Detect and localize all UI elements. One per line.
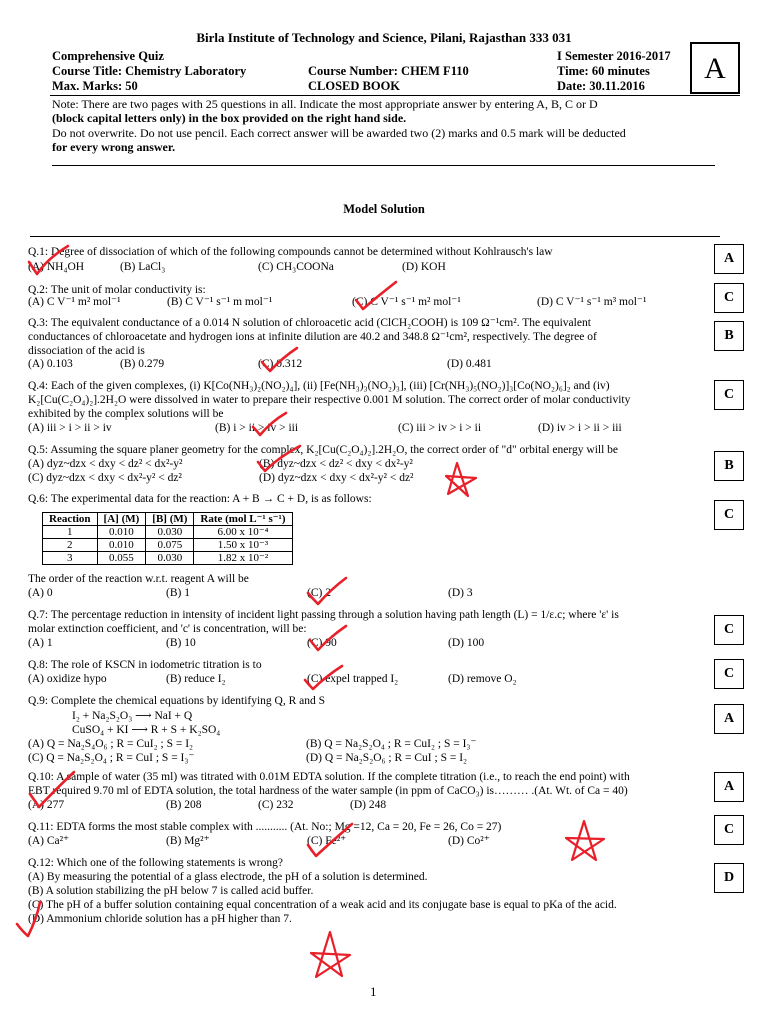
q4-option-d: (D) iv > i > ii > iii <box>538 422 622 434</box>
institute-name: Birla Institute of Technology and Science, Pilani, Rajasthan 333 031 <box>196 30 572 45</box>
table-cell: 2 <box>43 539 98 552</box>
q4-option-b: (B) i > ii > iv > iii <box>215 422 299 434</box>
note-line-4: for every wrong answer. <box>52 140 176 154</box>
exam-date: Date: 30.11.2016 <box>557 79 645 93</box>
q3-line-2: conductances of chloroacetate and hydrogen ions at infinite dilution are 40.2 and 348.8 Ω⁻¹cm², respectively. The degree of <box>28 331 597 343</box>
q12-option-d: (D) Ammonium chloride solution has a pH higher than 7. <box>28 913 292 925</box>
answer-box-q5[interactable]: B <box>714 451 744 481</box>
q3-option-c: (C) 0.312 <box>258 358 303 370</box>
q2-option-a: (A) C V⁻¹ m² mol⁻¹ <box>28 296 121 308</box>
table-cell: 1 <box>43 526 98 539</box>
answer-box-q8[interactable]: C <box>714 659 744 689</box>
q5-option-b: (B) dyz~dzx < dz² < dxy < dx²-y² <box>259 458 413 470</box>
reaction-data-table <box>42 512 293 565</box>
q2-stem: Q.2: The unit of molar conductivity is: <box>28 284 206 296</box>
q7-option-b: (B) 10 <box>166 637 196 649</box>
answer-box-q2[interactable]: C <box>714 283 744 313</box>
answer-box-q6[interactable]: C <box>714 500 744 530</box>
table-header: [A] (M) <box>97 513 146 526</box>
table-row <box>43 526 293 539</box>
set-box: A <box>690 42 740 94</box>
q11-option-d: (D) Co²⁺ <box>448 835 490 847</box>
q2-option-d: (D) C V⁻¹ s⁻¹ m³ mol⁻¹ <box>537 296 647 308</box>
star-icon <box>566 821 604 860</box>
course-number: Course Number: CHEM F110 <box>308 64 469 78</box>
q10-option-b: (B) 208 <box>166 799 202 811</box>
answer-box-q11[interactable]: C <box>714 815 744 845</box>
answer-box-q3[interactable]: B <box>714 321 744 351</box>
table-cell: 1.50 x 10⁻³ <box>194 539 292 552</box>
course-title: Course Title: Chemistry Laboratory <box>52 64 247 78</box>
table-header: Rate (mol L⁻¹ s⁻¹) <box>194 513 292 526</box>
q6-option-a: (A) 0 <box>28 587 53 599</box>
semester: I Semester 2016-2017 <box>557 49 671 63</box>
q5-stem: Q.5: Assuming the square planer geometry for the complex, K₂[Cu(C₂O₄)₂].2H₂O, the correct order of "d" orbital energy will be <box>28 444 619 456</box>
q1-option-c: (C) CH₃COONa <box>258 261 334 273</box>
q5-option-a: (A) dyz~dzx < dxy < dz² < dx²-y² <box>28 458 183 470</box>
q11-option-b: (B) Mg²⁺ <box>166 835 210 847</box>
q4-line-3: exhibited by the complex solutions will be <box>28 408 224 420</box>
q6-option-b: (B) 1 <box>166 587 190 599</box>
q8-option-c: (C) expel trapped I₂ <box>307 673 399 685</box>
model-solution-title: Model Solution <box>343 202 425 216</box>
note-line-3: Do not overwrite. Do not use pencil. Each correct answer will be awarded two (2) marks and 0.5 mark will be deducted <box>52 126 626 140</box>
table-row <box>43 539 293 552</box>
answer-box-q7[interactable]: C <box>714 615 744 645</box>
note-line-1: Note: There are two pages with 25 questions in all. Indicate the most appropriate answer by entering A, B, C or D <box>52 97 598 111</box>
q1-option-d: (D) KOH <box>402 261 446 273</box>
q9-option-c: (C) Q = Na₂S₂O₄ ; R = CuI ; S = I₃⁻ <box>28 752 195 764</box>
q5-option-c: (C) dyz~dzx < dxy < dx²-y² < dz² <box>28 472 182 484</box>
q8-option-a: (A) oxidize hypo <box>28 673 107 685</box>
q1-option-a: (A) NH₄OH <box>28 261 85 273</box>
q9-equation-1: I₂ + Na₂S₂O₃ ⟶ NaI + Q <box>72 710 193 722</box>
star-icon <box>446 463 476 496</box>
answer-box-q10[interactable]: A <box>714 772 744 802</box>
q1-option-b: (B) LaCl₃ <box>120 261 166 273</box>
note-divider <box>52 165 715 166</box>
q4-option-c: (C) iii > iv > i > ii <box>398 422 482 434</box>
q6-option-d: (D) 3 <box>448 587 473 599</box>
table-cell: 1.82 x 10⁻² <box>194 552 292 565</box>
q12-option-b: (B) A solution stabilizing the pH below 7 is called acid buffer. <box>28 885 314 897</box>
q9-equation-2: CuSO₄ + KI ⟶ R + S + K₂SO₄ <box>72 724 221 736</box>
q3-option-a: (A) 0.103 <box>28 358 73 370</box>
star-icon <box>311 932 350 977</box>
table-cell: 0.030 <box>146 552 194 565</box>
max-marks: Max. Marks: 50 <box>52 79 138 93</box>
q5-option-d: (D) dyz~dzx < dxy < dx²-y² < dz² <box>259 472 414 484</box>
table-cell: 0.010 <box>97 526 146 539</box>
q9-option-b: (B) Q = Na₂S₂O₄ ; R = CuI₂ ; S = I₃⁻ <box>306 738 477 750</box>
q7-option-d: (D) 100 <box>448 637 485 649</box>
q4-line-2: K₂[Cu(C₂O₄)₂].2H₂O were dissolved in water to prepare their respective 0.001 M solution. The correct order of molar conductivity <box>28 394 631 406</box>
q11-option-c: (C) Fe²⁺ <box>307 835 347 847</box>
book-type: CLOSED BOOK <box>308 79 401 93</box>
note-line-2: (block capital letters only) in the box provided on the right hand side. <box>52 111 407 125</box>
q8-option-b: (B) reduce I₂ <box>166 673 226 685</box>
q3-line-1: Q.3: The equivalent conductance of a 0.014 N solution of chloroacetic acid (ClCH₂COOH) is 109 Ω⁻¹cm². The equivalent <box>28 317 591 329</box>
answer-box-q4[interactable]: C <box>714 380 744 410</box>
exam-time: Time: 60 minutes <box>557 64 650 78</box>
q10-line-2: EBT required 9.70 ml of EDTA solution, the total hardness of the water sample (in ppm of CaCO₃) is……… .(At. Wt. of Ca = 40) <box>28 785 628 797</box>
answer-box-q1[interactable]: A <box>714 244 744 274</box>
page-number: 1 <box>370 984 377 999</box>
table-cell: 0.075 <box>146 539 194 552</box>
q12-option-a: (A) By measuring the potential of a glass electrode, the pH of a solution is determined. <box>28 871 428 883</box>
table-cell: 3 <box>43 552 98 565</box>
q9-option-a: (A) Q = Na₂S₄O₆ ; R = CuI₂ ; S = I₂ <box>28 738 194 750</box>
table-cell: 0.030 <box>146 526 194 539</box>
q9-option-d: (D) Q = Na₂S₂O₆ ; R = CuI ; S = I₂ <box>306 752 468 764</box>
header-divider <box>50 95 740 96</box>
table-header: Reaction <box>43 513 98 526</box>
q2-option-b: (B) C V⁻¹ s⁻¹ m mol⁻¹ <box>167 296 273 308</box>
q2-option-c: (C) C V⁻¹ s⁻¹ m² mol⁻¹ <box>352 296 461 308</box>
table-row <box>43 552 293 565</box>
quiz-title: Comprehensive Quiz <box>52 49 164 63</box>
q10-line-1: Q.10: A sample of water (35 ml) was titrated with 0.01M EDTA solution. If the complete titration (i.e., to reach the end point) with <box>28 771 630 783</box>
q9-stem: Q.9: Complete the chemical equations by identifying Q, R and S <box>28 695 326 707</box>
q10-option-d: (D) 248 <box>350 799 387 811</box>
q4-line-1: Q.4: Each of the given complexes, (i) K[Co(NH₃)₂(NO₂)₄], (ii) [Fe(NH₃)₃(NO₂)₃], (iii) [Cr(NH₃)₅(NO₂)]₃[Co(NO₂)₆]₂ and (iv) <box>28 380 610 392</box>
q10-option-c: (C) 232 <box>258 799 294 811</box>
q8-stem: Q.8: The role of KSCN in iodometric titration is to <box>28 659 262 671</box>
q7-option-c: (C) 90 <box>307 637 337 649</box>
q4-option-a: (A) iii > i > ii > iv <box>28 422 112 434</box>
section-divider <box>30 236 720 237</box>
table-header: [B] (M) <box>146 513 194 526</box>
q1-stem: Q.1: Degree of dissociation of which of the following compounds cannot be determined without Kohlrausch's law <box>28 246 553 258</box>
q11-stem: Q.11: EDTA forms the most stable complex with ........... (At. No:; Mg =12, Ca = 20, Fe = 26, Co = 27) <box>28 821 502 833</box>
q6-option-c: (C) 2 <box>307 587 331 599</box>
q7-line-2: molar extinction coefficient, and 'c' is concentration, will be: <box>28 623 307 635</box>
q6-stem: Q.6: The experimental data for the reaction: A + B → C + D, is as follows: <box>28 493 372 505</box>
table-cell: 6.00 x 10⁻⁴ <box>194 526 292 539</box>
q12-stem: Q.12: Which one of the following statements is wrong? <box>28 857 283 869</box>
q3-option-d: (D) 0.481 <box>447 358 492 370</box>
q6-question: The order of the reaction w.r.t. reagent A will be <box>28 573 249 585</box>
q10-option-a: (A) 277 <box>28 799 65 811</box>
q7-line-1: Q.7: The percentage reduction in intensity of incident light passing through a solution having path length (L) = 1/ε.c; where 'ε' is <box>28 609 619 621</box>
answer-box-q12[interactable]: D <box>714 863 744 893</box>
table-cell: 0.010 <box>97 539 146 552</box>
q3-line-3: dissociation of the acid is <box>28 345 145 357</box>
q8-option-d: (D) remove O₂ <box>448 673 517 685</box>
table-cell: 0.055 <box>97 552 146 565</box>
q3-option-b: (B) 0.279 <box>120 358 165 370</box>
q11-option-a: (A) Ca²⁺ <box>28 835 70 847</box>
q7-option-a: (A) 1 <box>28 637 53 649</box>
table-header-row <box>43 513 293 526</box>
q12-option-c: (C) The pH of a buffer solution containing equal concentration of a weak acid and its conjugate base is equal to pKa of the acid. <box>28 899 617 911</box>
answer-box-q9[interactable]: A <box>714 704 744 734</box>
